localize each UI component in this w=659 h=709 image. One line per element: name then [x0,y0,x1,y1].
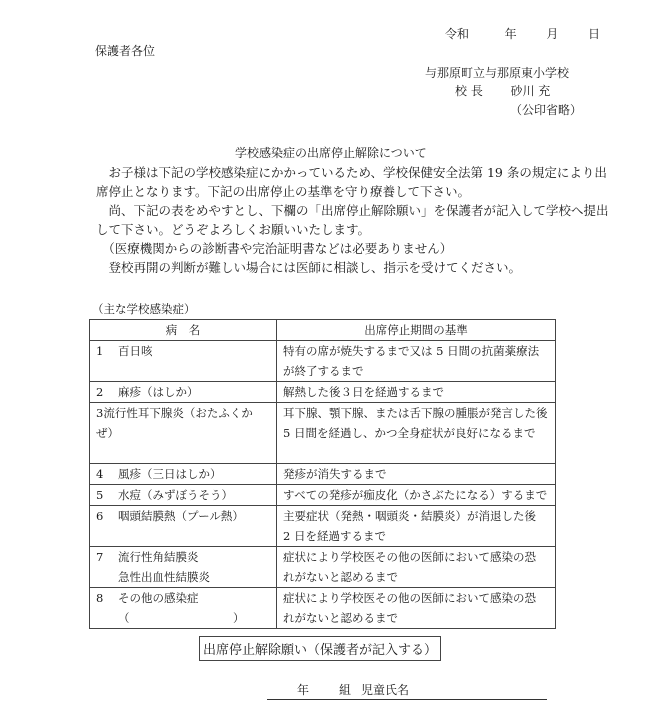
table-row [90,382,556,403]
paragraph-line: お子様は下記の学校感染症にかかっているため、学校保健安全法第 19 条の規定により出 [96,165,607,180]
criteria-text: 特有の席が焼失するまで又は 5 日間の抗菌薬療法 [283,344,540,358]
criteria-text: 解熱した後３日を経過するまで [283,385,444,399]
table-row [90,464,556,485]
disease-name-cell [90,403,277,464]
criteria-text: 耳下腺、顎下腺、または舌下腺の腫脹が発言した後 [283,406,548,420]
disease-name: 咽頭結膜熱（プール熱） [118,509,244,523]
row-number: 2 [96,385,104,399]
criteria-text-cont: 2 日を経過するまで [283,529,386,543]
criteria-text: 症状により学校医その他の医師において感染の恐 [283,591,536,605]
table-row [90,506,556,547]
criteria-text-cont: れがないと認めるまで [283,570,398,584]
criteria-cell [277,506,556,547]
criteria-text: すべての発疹が痂皮化（かさぶたになる）するまで [283,488,548,502]
student-name-label: 児童氏名 [361,683,410,697]
table-row [90,485,556,506]
disease-name-sub: （ ） [118,611,245,625]
era-label: 令和 [445,27,470,41]
criteria-cell [277,341,556,382]
school-name: 与那原町立与那原東小学校 [425,66,570,80]
disease-name-cell [90,341,277,382]
disease-name-cell [90,547,277,588]
paragraph-line: 登校再開の判断が難しい場合には医師に相談し、指示を受けてください。 [96,260,522,275]
table-header-row [90,320,556,341]
criteria-text-cont: 5 日間を経過し、かつ全身症状が良好になるまで [283,426,536,440]
table-row [90,547,556,588]
grade-label: 年 [297,683,310,697]
table-caption: （主な学校感染症） [92,302,196,316]
disease-name: その他の感染症 [118,591,199,605]
row-number: 6 [96,509,104,523]
disease-name-cell [90,588,277,629]
disease-name: 水痘（みずぼうそう） [118,488,233,502]
criteria-cell [277,382,556,403]
criteria-text-cont: が終了するまで [283,364,364,378]
principal-title: 校 長 [455,84,483,98]
paragraph-line: （医療機関からの診断書や完治証明書などは必要ありません） [96,241,453,256]
criteria-cell [277,547,556,588]
criteria-cell [277,485,556,506]
criteria-text-cont: れがないと認めるまで [283,611,398,625]
criteria-text: 主要症状（発熱・咽頭炎・結膜炎）が消退した後 [283,509,536,523]
criteria-text: 発疹が消失するまで [283,467,387,481]
criteria-text: 症状により学校医その他の医師において感染の恐 [283,550,536,564]
disease-name-cell [90,506,277,547]
disease-name: 麻疹（はしか） [118,385,199,399]
disease-name: 流行性耳下腺炎（おたふくかぜ） [96,406,253,440]
name-line-labels [297,681,409,698]
disease-name-cell [90,485,277,506]
table-row [90,403,556,464]
disease-name-cell [90,382,277,403]
document-title: 学校感染症の出席停止解除について [235,146,427,160]
paragraph-line: して下さい。どうぞよろしくお願いいたします。 [96,222,371,237]
month-label: 月 [546,27,559,41]
disease-name-sub: 急性出血性結膜炎 [118,570,210,584]
disease-name: 流行性角結膜炎 [118,550,199,564]
paragraph-line: 席停止となります。下記の出席停止の基準を守り療養して下さい。 [96,184,471,199]
principal-line [455,82,550,99]
disease-name: 百日咳 [118,344,153,358]
row-number: 1 [96,344,104,358]
year-label: 年 [504,27,517,41]
table-row [90,341,556,382]
paragraph-line: 尚、下記の表をめやすとし、下欄の「出席停止解除願い」を保護者が記入して学校へ提出 [96,203,609,218]
date-line [445,25,600,42]
class-label: 組 [339,683,352,697]
student-name-field[interactable] [267,681,547,700]
criteria-cell [277,403,556,464]
row-number: 4 [96,467,104,481]
row-number: 3 [96,406,104,420]
request-box-title: 出席停止解除願い（保護者が記入する） [199,636,441,661]
criteria-cell [277,464,556,485]
infection-table [89,319,556,629]
header-disease-name: 病 名 [90,320,277,341]
row-number: 8 [96,591,104,605]
principal-name: 砂川 充 [510,84,551,98]
seal-note: （公印省略） [510,103,583,117]
row-number: 7 [96,550,104,564]
addressee: 保護者各位 [95,44,156,58]
day-label: 日 [588,27,601,41]
disease-name-cell [90,464,277,485]
row-number: 5 [96,488,104,502]
header-criteria: 出席停止期間の基準 [277,320,556,341]
criteria-cell [277,588,556,629]
table-row [90,588,556,629]
disease-name: 風疹（三日はしか） [118,467,222,481]
